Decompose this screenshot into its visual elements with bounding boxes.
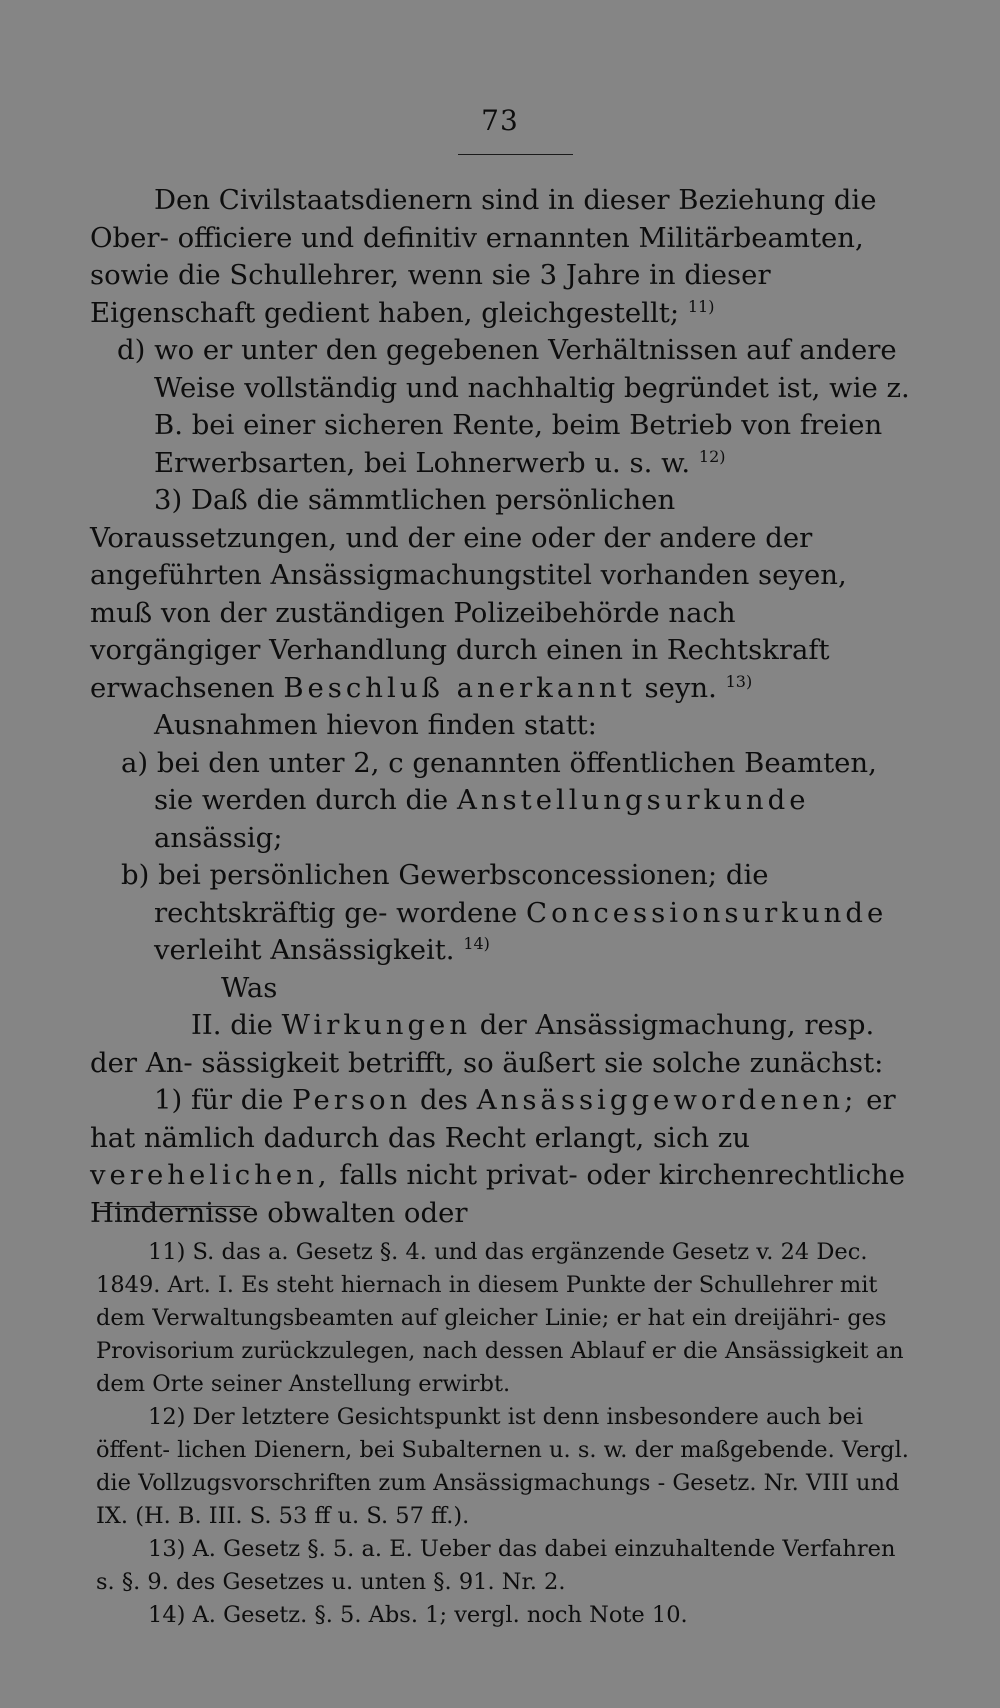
paragraph-text: a) bei den unter 2, c genannten öffentlichen Beamten, sie werden durch die (121, 746, 877, 816)
paragraph-text: Ausnahmen hievon finden statt: (154, 709, 597, 741)
footnote-11: 11) S. das a. Gesetz §. 4. und das ergänzende Gesetz v. 24 Dec. 1849. Art. I. Es steht hiernach in diesem Punkte der Schullehrer mit dem Verwaltungsbeamten auf gleicher Linie; er hat ein dreijähri- ges Provisorium zurückzulegen, nach dessen Ablauf er die Ansässigkeit an dem Orte seiner Anstellung erwirbt. (96, 1239, 904, 1397)
paragraph-text: II. die (191, 1009, 273, 1041)
paragraph-text: d) wo er unter den gegebenen Verhältnissen auf andere Weise vollständig und nachhaltig begründet ist, wie z. B. bei einer sicheren Rente, beim Betrieb von freien Erwerbsarten, bei Lohnerwerb u. s. w. (117, 334, 910, 479)
paragraph-item-3 (90, 482, 914, 707)
footnote-ref-13: 13) (725, 671, 753, 691)
paragraph-exceptions (90, 707, 914, 745)
paragraph-item-1 (90, 1082, 914, 1232)
paragraph-text: 3) Daß die sämmtlichen persönlichen Voraussetzungen, und der eine oder der andere der angeführten Ansässigmachungstitel vorhanden seyen, muß von der zuständigen Polizeibehörde nach vorgängiger Verhandlung durch einen in Rechtskraft erwachsenen (90, 484, 847, 704)
header-rule (458, 154, 573, 155)
footnote-13: 13) A. Gesetz §. 5. a. E. Ueber das dabei einzuhaltende Verfahren s. §. 9. des Gesetzes u. unten §. 91. Nr. 2. (96, 1536, 896, 1595)
spaced-emphasis: Wirkungen (281, 1009, 472, 1041)
page-number: 73 (481, 104, 519, 137)
footnote-ref-11: 11) (687, 296, 715, 316)
main-text (90, 182, 914, 1232)
spaced-emphasis: Ansässiggewordenen; (476, 1084, 858, 1116)
paragraph-text: er hat nämlich dadurch das Recht erlangt, sich zu (90, 1084, 896, 1154)
paragraph-text: der Ansässigmachung, resp. der An- sässigkeit betrifft, so äußert sie solche zunächst: (90, 1009, 884, 1079)
footnote-12: 12) Der letztere Gesichtspunkt ist denn insbesondere auch bei öffent- lichen Dienern, bei Subalternen u. s. w. der maßgebende. Vergl. die Vollzugsvorschriften zum Ansässigmachungs - Gesetz. Nr. VIII und IX. (H. B. III. S. 53 ff u. S. 57 ff.). (96, 1404, 909, 1529)
paragraph-civil-servants (90, 182, 914, 332)
spaced-emphasis: Beschluß anerkannt (283, 671, 636, 704)
footnote-ref-12: 12) (698, 446, 726, 466)
paragraph-item-d (90, 332, 914, 482)
footnotes (96, 1236, 914, 1632)
footnote-rule (100, 1206, 250, 1207)
spaced-emphasis: verehelichen, (90, 1159, 331, 1191)
paragraph-text: verleiht Ansässigkeit. (154, 934, 455, 966)
spaced-emphasis: Concessionsurkunde (526, 896, 888, 929)
paragraph-text: falls nicht privat- oder kirchenrechtliche Hindernisse obwalten oder (90, 1159, 905, 1229)
paragraph-text: 1) für die (154, 1084, 284, 1116)
paragraph-item-II (90, 1007, 914, 1082)
paragraph-item-a (90, 745, 914, 858)
paragraph-text: b) bei persönlichen Gewerbsconcessionen; die rechtskräftig ge- wordene (121, 859, 769, 929)
catchword: Was (221, 971, 278, 1004)
paragraph-text: ansässig; (154, 821, 283, 854)
footnote-14: 14) A. Gesetz. §. 5. Abs. 1; vergl. noch Note 10. (148, 1602, 688, 1628)
paragraph-text: Den Civilstaatsdienern sind in dieser Beziehung die Ober- officiere und definitiv ernannten Militärbeamten, sowie die Schullehrer, wenn sie 3 Jahre in dieser Eigenschaft gedient haben, gleichgestellt; (90, 184, 877, 329)
paragraph-text: seyn. (644, 671, 717, 704)
paragraph-text: des (420, 1084, 468, 1116)
paragraph-item-b (90, 857, 914, 970)
footnote-ref-14: 14) (463, 934, 490, 953)
spaced-emphasis: Person (292, 1084, 412, 1116)
spaced-emphasis: Anstellungsurkunde (456, 784, 810, 816)
